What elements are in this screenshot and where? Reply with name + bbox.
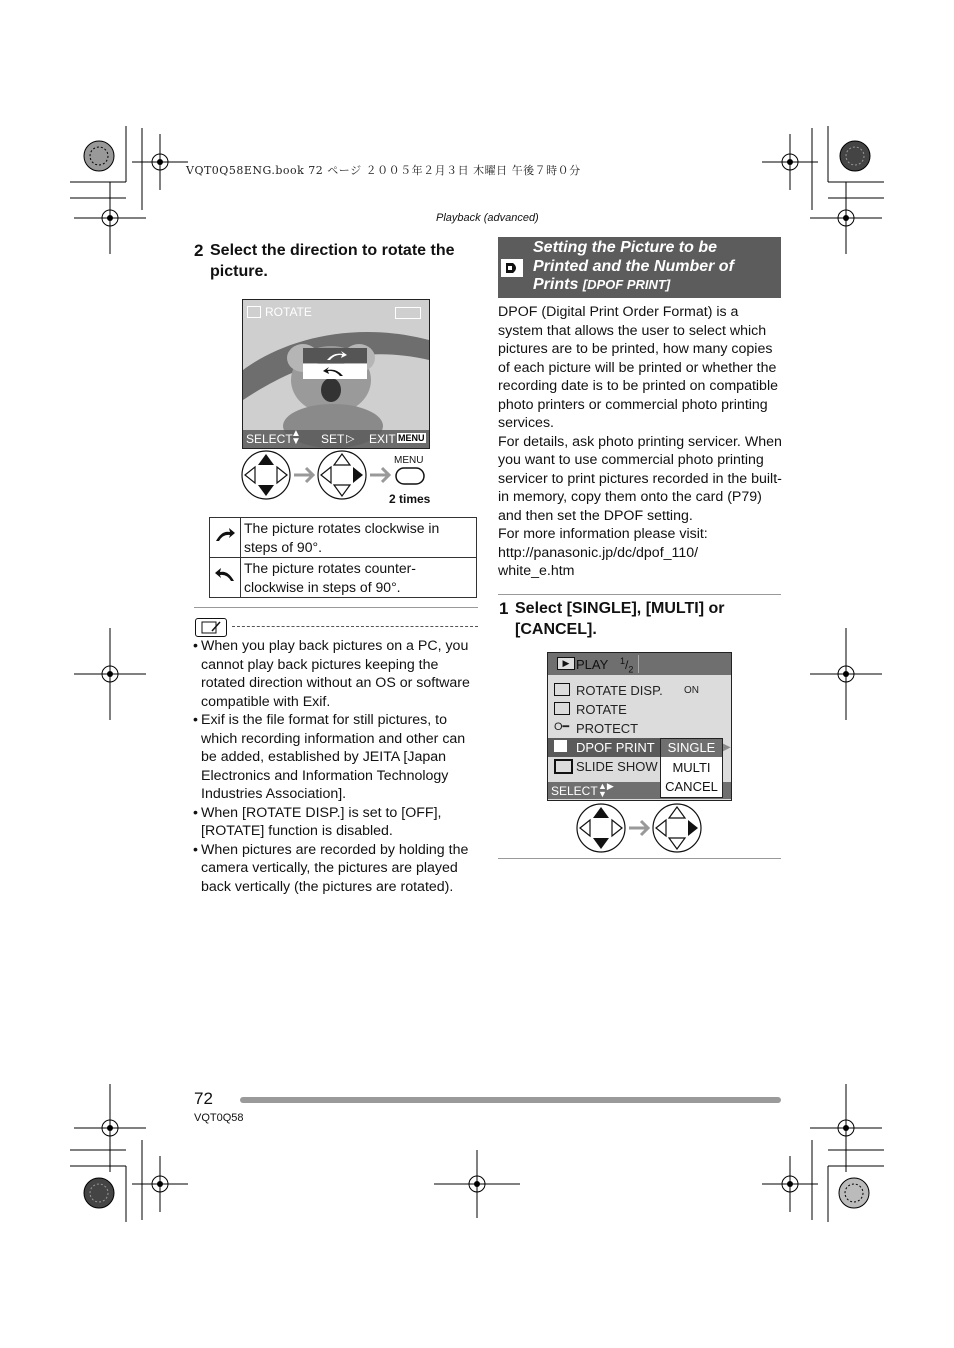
updown-icon: ▲ ▼ bbox=[291, 428, 301, 447]
section-divider bbox=[194, 607, 478, 608]
menu-item-rotate[interactable]: ROTATE bbox=[548, 700, 728, 719]
option-cancel[interactable]: CANCEL bbox=[665, 779, 718, 794]
more-info-paragraph: For more information please visit: bbox=[498, 526, 708, 542]
rotate-icon bbox=[554, 702, 570, 715]
option-single[interactable]: SINGLE bbox=[661, 739, 722, 757]
option-multi[interactable]: MULTI bbox=[672, 760, 711, 775]
details-paragraph: For details, ask photo printing servicer. When you want to use commercial photo printing servicer to print pictures recorded in the built-in memory, copy them onto the card (P79) and then set the DPOF setting. bbox=[498, 433, 782, 524]
banner-line3: Prints bbox=[533, 276, 579, 293]
banner-line2: Printed and the Number of bbox=[533, 257, 734, 275]
list-item: • When you play back pictures on a PC, you cannot play back pictures keeping the rotated direction without an OS or software compatible with Exif. bbox=[193, 637, 481, 711]
table-cell: The picture rotates counter-clockwise in steps of 90°. bbox=[241, 558, 477, 598]
dpof-icon bbox=[501, 259, 523, 277]
rotate-disp-icon bbox=[554, 683, 570, 696]
page-indicator: $^1/_2$ bbox=[620, 656, 634, 675]
rotate-lcd-screen bbox=[242, 299, 430, 449]
url-line1: http://panasonic.jp/dc/dpof_110/ bbox=[498, 544, 699, 561]
lcd-menu-tag: MENU bbox=[398, 433, 425, 443]
menu-item-dpof-print[interactable]: DPOF PRINT bbox=[548, 738, 723, 757]
lcd-exit-label: EXIT bbox=[369, 432, 396, 446]
key-icon: O━ bbox=[554, 721, 570, 733]
times-label: 2 times bbox=[389, 492, 431, 506]
banner-tag: [DPOF PRINT] bbox=[582, 277, 671, 292]
right-triangle-icon: ▷ bbox=[346, 433, 355, 445]
note-dashes bbox=[232, 626, 478, 627]
cursor-button-diagram-2 bbox=[575, 802, 705, 854]
left-step-heading bbox=[194, 240, 478, 282]
page-total: 2 bbox=[628, 664, 634, 675]
slide-show-icon bbox=[554, 759, 573, 774]
menu-item-slide-show[interactable]: SLIDE SHOW bbox=[548, 757, 728, 776]
rotation-table bbox=[209, 517, 477, 598]
print-options-popup bbox=[660, 738, 723, 798]
note-icon bbox=[195, 618, 227, 637]
banner-line1: Setting the Picture to be bbox=[533, 239, 718, 256]
menu-button-label: MENU bbox=[394, 455, 424, 466]
rotate-option-counterclockwise[interactable] bbox=[303, 364, 367, 379]
notes-list bbox=[193, 637, 481, 896]
counterclockwise-arrow-icon bbox=[210, 558, 241, 598]
updown-right-icon: ▲▶ ▼ bbox=[598, 781, 614, 799]
footer-bar bbox=[240, 1097, 781, 1103]
intro-paragraph: DPOF (Digital Print Order Format) is a system that allows the user to select which pictures are to be printed, how many copies of each picture will be printed or whether the recording date is to be printed on compatible photo printers or commercial photo printing services. bbox=[498, 304, 778, 431]
battery-icon bbox=[395, 307, 421, 319]
lcd-bottom-bar bbox=[243, 430, 429, 448]
menu-tab-play[interactable]: PLAY bbox=[576, 657, 609, 672]
lcd-set-label: SET bbox=[321, 432, 345, 446]
step-number: 1 bbox=[499, 599, 509, 618]
page-current: 1 bbox=[620, 656, 626, 666]
play-menu-lcd bbox=[547, 652, 732, 801]
step-number: 2 bbox=[194, 241, 204, 260]
dpof-description bbox=[498, 303, 782, 581]
play-icon: ▶ bbox=[557, 657, 575, 670]
lcd-select-label: SELECT bbox=[246, 432, 293, 446]
dpof-print-icon bbox=[554, 740, 567, 752]
table-cell: The picture rotates clockwise in steps of 90°. bbox=[241, 518, 477, 558]
page-number: 72 bbox=[194, 1089, 213, 1108]
lcd-select-label: SELECT bbox=[551, 784, 598, 798]
list-item: • Exif is the file format for still pictures, to which recording information and other can be added, established by JEITA [Japan Electronics and Information Technology Industries Association]. bbox=[193, 711, 481, 804]
menu-item-rotate-disp[interactable]: ROTATE DISP. ON bbox=[548, 681, 728, 700]
step-text: Select the direction to rotate the picture. bbox=[210, 242, 455, 280]
print-info: VQT0Q58ENG.book 72 ページ ２００５年２月３日 木曜日 午後７時０分 bbox=[186, 164, 581, 177]
table-row bbox=[210, 518, 477, 558]
rotate-option-clockwise[interactable] bbox=[303, 348, 367, 363]
clockwise-arrow-icon bbox=[210, 518, 241, 558]
menu-item-protect[interactable]: O━ PROTECT bbox=[554, 721, 639, 736]
right-divider bbox=[498, 594, 781, 595]
list-item: • When pictures are recorded by holding the camera vertically, the pictures are played back vertically (the pictures are rotated). bbox=[193, 841, 481, 897]
lcd-mode-label: ROTATE bbox=[265, 305, 312, 319]
step-text: Select [SINGLE], [MULTI] or [CANCEL]. bbox=[515, 600, 725, 638]
list-item: • When [ROTATE DISP.] is set to [OFF], [ROTATE] function is disabled. bbox=[193, 804, 481, 841]
section-header: Playback (advanced) bbox=[436, 212, 539, 224]
rotate-mode-icon bbox=[247, 306, 261, 318]
rotate-disp-value: ON bbox=[684, 685, 699, 696]
right-arrow-indicator: ▶ bbox=[723, 742, 731, 753]
url-line2: white_e.htm bbox=[498, 563, 575, 579]
right-bottom-divider bbox=[498, 858, 781, 859]
table-row bbox=[210, 558, 477, 598]
right-step-heading bbox=[499, 598, 781, 640]
dpof-banner bbox=[498, 237, 781, 298]
model-code: VQT0Q58 bbox=[194, 1112, 244, 1124]
